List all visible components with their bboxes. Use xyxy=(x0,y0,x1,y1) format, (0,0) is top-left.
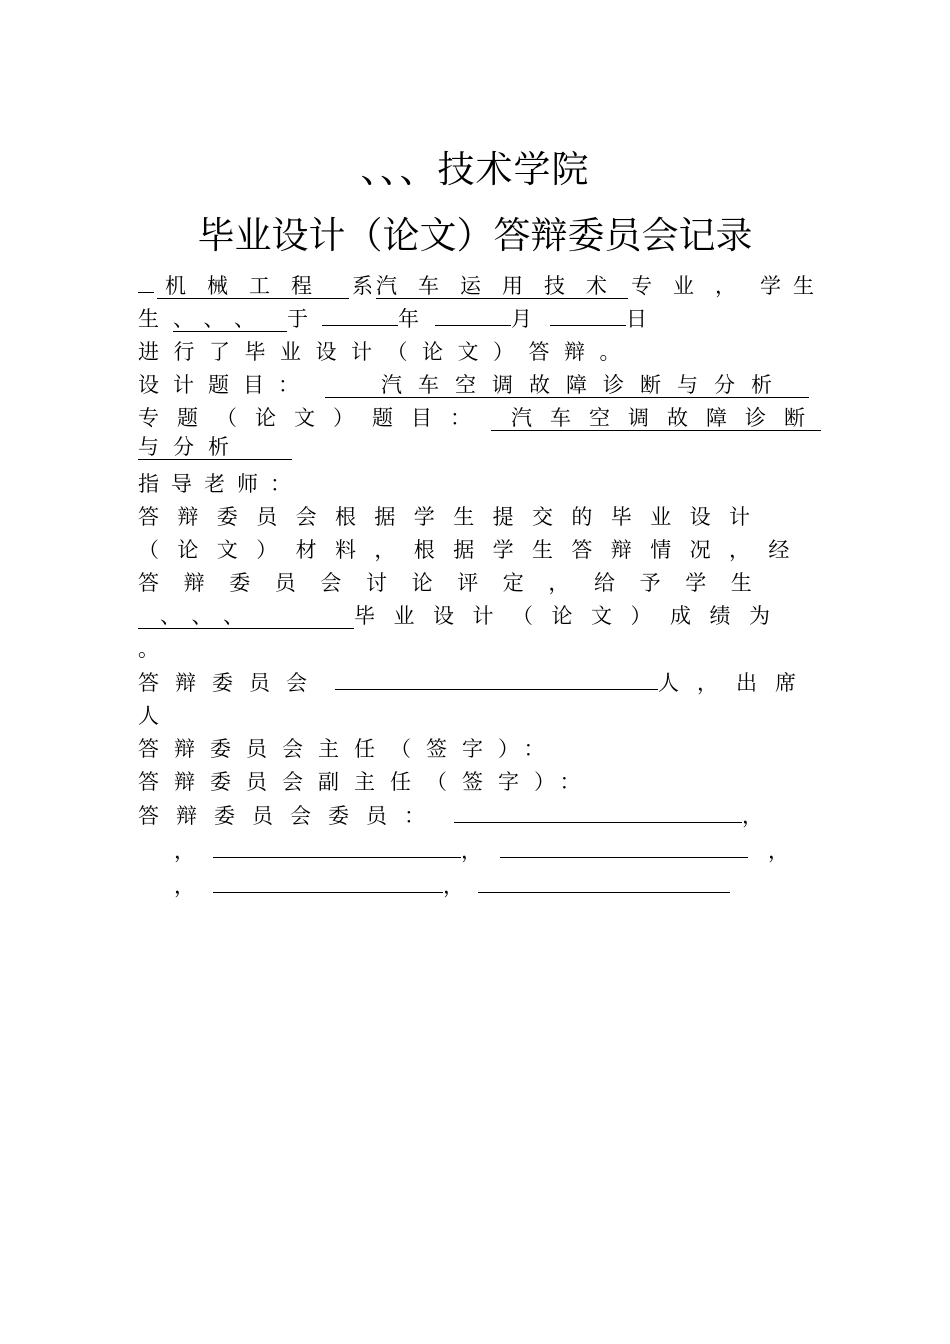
member-blank-2 xyxy=(213,835,461,858)
vice-chair-label: 答辩委员会副主任（签字）： xyxy=(138,770,596,794)
graded-student-name: 、、、 xyxy=(160,604,265,628)
department-suffix: 系 xyxy=(352,274,373,298)
advisor-label: 指导老师： xyxy=(138,472,303,496)
committee-suffix: 人，出席 xyxy=(658,671,814,695)
member-blank-3 xyxy=(500,835,748,858)
chair-label: 答辩委员会主任（签字）： xyxy=(138,737,560,761)
at-label: 于 xyxy=(287,307,308,331)
member-comma-5: ， xyxy=(174,874,195,898)
period-mark: 。 xyxy=(138,637,159,661)
design-topic-label: 设计题目： xyxy=(138,373,313,397)
member-comma-3: ， xyxy=(461,839,482,863)
form-title: 毕业设计（论文）答辩委员会记录 xyxy=(197,214,753,257)
evaluation-line-3: 答辩委员会讨论评定，给予学生 xyxy=(138,571,777,595)
member-blank-1 xyxy=(454,800,742,823)
student-date-line xyxy=(138,303,814,335)
day-blank xyxy=(550,303,626,326)
committee-count-blank xyxy=(335,667,658,690)
major-value: 汽车运用技术 xyxy=(376,274,628,298)
department-major-line xyxy=(138,270,826,302)
member-comma-4: ， xyxy=(768,839,789,863)
student-name: 、、、 xyxy=(173,307,275,331)
student-label-cont: 生 xyxy=(138,307,159,331)
design-topic-value: 汽车空调故障诊断与分析 xyxy=(381,373,788,397)
member-comma-6: ， xyxy=(443,874,464,898)
month-blank xyxy=(435,303,511,326)
evaluation-line-1: 答辩委员会根据学生提交的毕业设计 xyxy=(138,505,769,529)
member-comma-1: ， xyxy=(742,804,763,828)
year-label: 年 xyxy=(398,307,419,331)
student-label: 学生 xyxy=(760,274,826,298)
member-blank-4 xyxy=(213,870,443,893)
committee-label: 答辩委员会 xyxy=(138,671,323,695)
evaluation-line-2: （论文）材料，根据学生答辩情况，经 xyxy=(138,538,808,562)
department-value: 机械工程 xyxy=(165,274,333,298)
major-suffix: 专业， xyxy=(631,274,757,298)
members-label: 答辩委员会委员： xyxy=(138,804,442,828)
special-topic-part2: 与分析 xyxy=(138,435,243,459)
special-topic-label: 专题（论文）题目： xyxy=(138,406,489,430)
grade-text: 毕业设计（论文）成绩为 xyxy=(354,604,789,628)
member-comma-2: ， xyxy=(174,839,195,863)
day-label: 日 xyxy=(626,307,647,331)
month-label: 月 xyxy=(511,307,532,331)
member-blank-5 xyxy=(478,870,730,893)
attend-label: 人 xyxy=(138,704,159,728)
special-topic-part1: 汽车空调故障诊断 xyxy=(511,406,823,430)
defense-sentence: 进行了毕业设计（论文）答辩。 xyxy=(138,340,635,364)
year-blank xyxy=(322,303,398,326)
school-name: 、、、技术学院 xyxy=(360,148,590,191)
